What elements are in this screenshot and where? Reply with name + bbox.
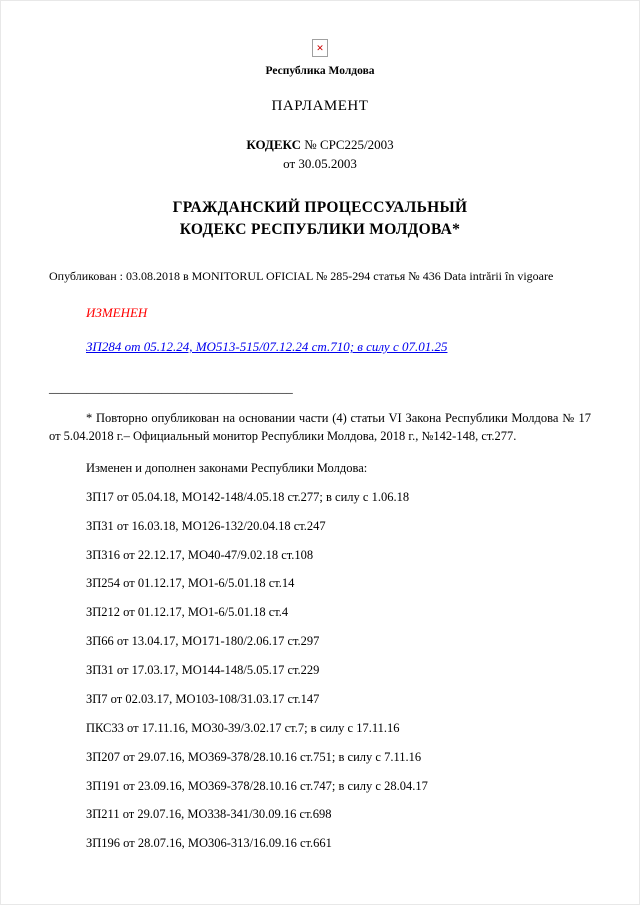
republication-footnote: * Повторно опубликован на основании части (4) статьи VI Закона Республики Молдова № 17 от 5.04.2018 г.– Официальный монитор Республики Молдова, 2018 г., №142-148, ст.277. (49, 411, 591, 443)
broken-image-x-glyph: ✕ (316, 44, 324, 54)
amendment-entry: ЗП31 от 17.03.17, МО144-148/5.05.17 ст.229 (86, 663, 320, 678)
publication-line: Опубликован : 03.08.2018 в MONITORUL OFICIAL № 285-294 статья № 436 Data intrării în vigoare (49, 269, 554, 284)
amendment-entry: ЗП254 от 01.12.17, МО1-6/5.01.18 ст.14 (86, 576, 295, 591)
broken-image-icon (312, 39, 328, 57)
code-label: КОДЕКС (246, 136, 302, 152)
amendment-entry: ЗП66 от 13.04.17, МО171-180/2.06.17 ст.297 (86, 634, 320, 649)
amended-status-label: ИЗМЕНЕН (86, 305, 148, 321)
amendment-entry: ЗП191 от 23.09.16, МО369-378/28.10.16 ст.747; в силу с 28.04.17 (86, 778, 428, 793)
parliament-heading: ПАРЛАМЕНТ (271, 97, 369, 114)
latest-amendment-line (49, 338, 591, 356)
amendments-intro: Изменен и дополнен законами Республики Молдова: (86, 460, 368, 475)
footnote-divider: _______________________________________ (49, 380, 293, 395)
amendment-entry: ЗП211 от 29.07.16, МО338-341/30.09.16 ст.698 (86, 807, 332, 822)
code-date: от 30.05.2003 (283, 156, 357, 172)
amendment-entry: ЗП316 от 22.12.17, МО40-47/9.02.18 ст.108 (86, 547, 314, 562)
country-name: Республика Молдова (265, 65, 375, 77)
document-title-line1: ГРАЖДАНСКИЙ ПРОЦЕССУАЛЬНЫЙ (172, 198, 468, 216)
amendment-entry: ЗП7 от 02.03.17, МО103-108/31.03.17 ст.147 (86, 691, 320, 706)
amendment-entry: ЗП212 от 01.12.17, МО1-6/5.01.18 ст.4 (86, 605, 289, 620)
latest-amendment-link[interactable]: ЗП284 от 05.12.24, МО513-515/07.12.24 ст.710; в силу с 07.01.25 (86, 338, 448, 354)
amendment-entry: ЗП17 от 05.04.18, МО142-148/4.05.18 ст.277; в силу с 1.06.18 (86, 489, 410, 504)
amendment-entry: ПКС33 от 17.11.16, МО30-39/3.02.17 ст.7; в силу с 17.11.16 (86, 720, 400, 735)
amendment-entry: ЗП207 от 29.07.16, МО369-378/28.10.16 ст.751; в силу с 7.11.16 (86, 749, 422, 764)
document-title-line2: КОДЕКС РЕСПУБЛИКИ МОЛДОВА* (179, 220, 461, 238)
code-number: № CPC225/2003 (304, 136, 394, 152)
amendment-entry: ЗП31 от 16.03.18, МО126-132/20.04.18 ст.247 (86, 518, 326, 533)
document-header (49, 39, 591, 240)
document-title (49, 197, 591, 240)
amendment-entry: ЗП196 от 28.07.16, МО306-313/16.09.16 ст.661 (86, 836, 332, 851)
code-number-line (49, 136, 591, 154)
